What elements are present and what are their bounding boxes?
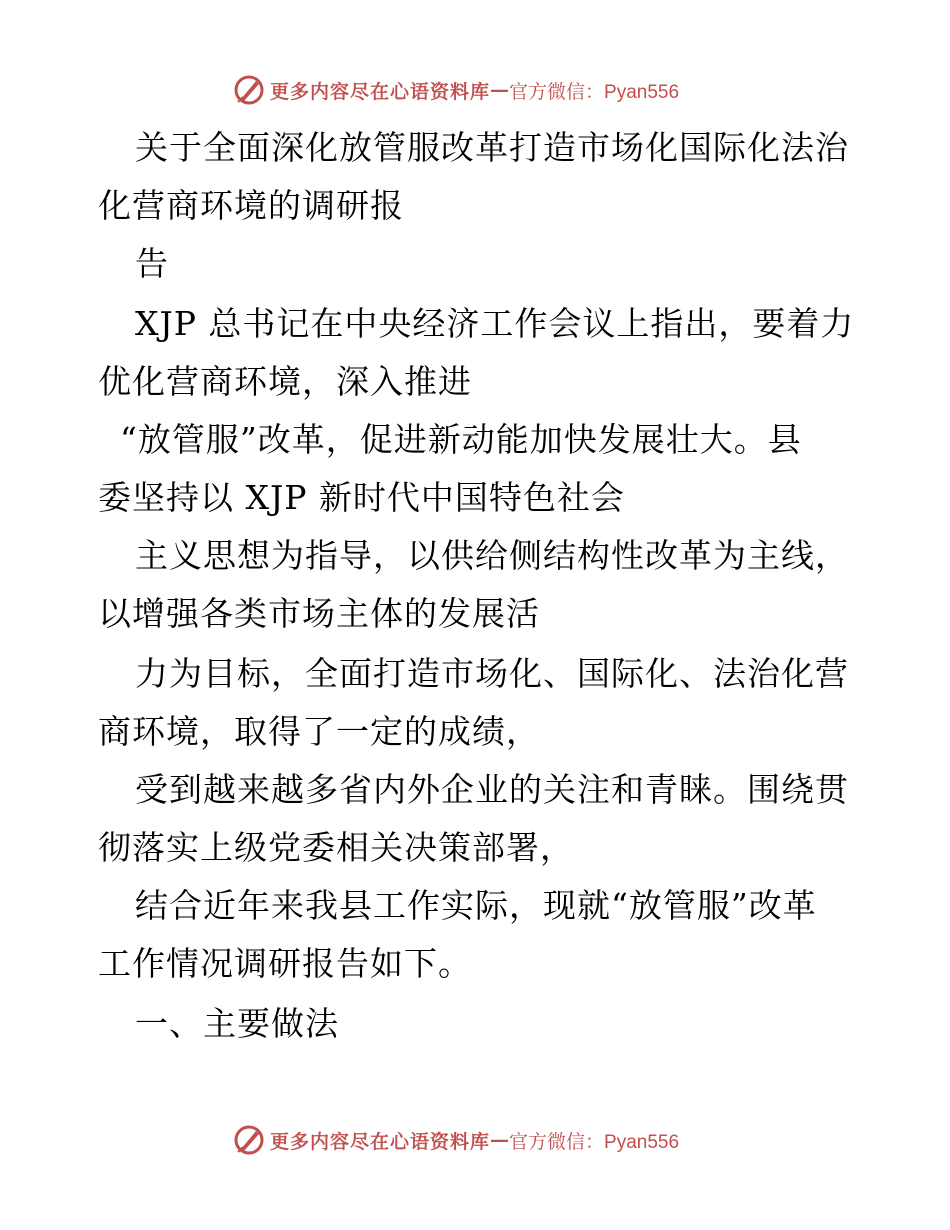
paragraph-line: 优化营商环境，深入推进 (98, 362, 472, 401)
watermark-contact: 官方微信：Pyan556 (509, 81, 680, 103)
quill-logo-icon (232, 73, 266, 107)
paragraph-line: 委坚持以 XJP 新时代中国特色社会 (98, 478, 625, 517)
paragraph-line: 以增强各类市场主体的发展活 (98, 594, 540, 633)
watermark-brand: 更多内容尽在心语资料库 (270, 1130, 491, 1153)
header-watermark (232, 72, 679, 108)
footer-watermark (232, 1122, 679, 1158)
quill-logo-icon (232, 1123, 266, 1157)
paragraph-line: 受到越来越多省内外企业的关注和青睐。围绕贯 (135, 770, 849, 809)
watermark-brand: 更多内容尽在心语资料库 (270, 80, 491, 103)
paragraph-line: 彻落实上级党委相关决策部署， (98, 828, 574, 867)
paragraph-line: “放管服”改革，促进新动能加快发展壮大。县 (120, 420, 802, 459)
section-heading: 一、主要做法 (135, 1004, 339, 1043)
watermark-separator: — (490, 79, 510, 101)
paragraph-line: XJP 总书记在中央经济工作会议上指出，要着力 (135, 304, 855, 343)
title-line-2: 化营商环境的调研报 (98, 186, 404, 225)
watermark-contact: 官方微信：Pyan556 (509, 1131, 680, 1153)
paragraph-line: 力为目标，全面打造市场化、国际化、法治化营 (135, 654, 849, 693)
paragraph-line: 结合近年来我县工作实际，现就“放管服”改革 (135, 886, 817, 925)
paragraph-line: 商环境，取得了一定的成绩， (98, 712, 540, 751)
paragraph-line: 工作情况调研报告如下。 (98, 944, 472, 983)
title-line-3: 告 (135, 244, 169, 283)
watermark-separator: — (490, 1129, 510, 1151)
paragraph-line: 主义思想为指导，以供给侧结构性改革为主线， (135, 536, 849, 575)
title-line-1: 关于全面深化放管服改革打造市场化国际化法治 (135, 128, 849, 167)
